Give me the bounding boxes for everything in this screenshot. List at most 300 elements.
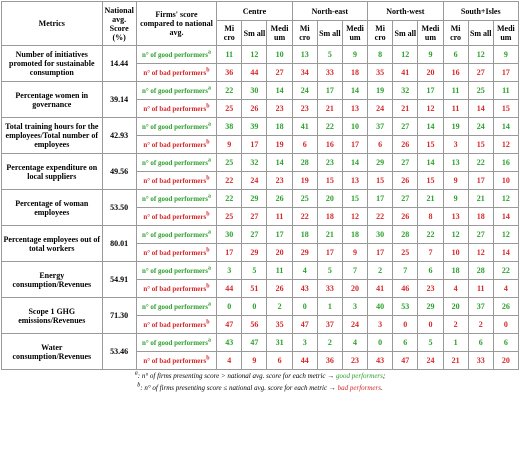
good-label-sup: a: [207, 301, 211, 308]
good-count-cell: 14: [342, 154, 367, 172]
good-count-cell: 30: [368, 226, 393, 244]
good-count-cell: 18: [292, 226, 317, 244]
good-count-cell: 10: [342, 118, 367, 136]
national-avg-value: 54.91: [102, 262, 136, 298]
good-count-cell: 7: [342, 262, 367, 280]
good-count-cell: 37: [468, 298, 493, 316]
bad-count-cell: 33: [317, 280, 342, 298]
good-count-cell: 7: [393, 262, 418, 280]
bad-count-cell: 16: [443, 64, 468, 82]
good-count-cell: 30: [217, 226, 242, 244]
good-count-cell: 14: [267, 82, 292, 100]
bad-count-cell: 25: [217, 100, 242, 118]
good-count-cell: 1: [317, 298, 342, 316]
footnote-a-text: : n° of firms presenting score > national avg. score for each metric: [137, 371, 326, 380]
good-count-cell: 27: [393, 190, 418, 208]
metrics-header: Metrics: [2, 2, 103, 46]
bad-count-cell: 3: [368, 316, 393, 334]
good-count-cell: 2: [317, 334, 342, 352]
bad-count-cell: 18: [342, 64, 367, 82]
good-performers-label: [136, 262, 216, 280]
good-count-cell: 3: [217, 262, 242, 280]
bad-count-cell: 34: [292, 64, 317, 82]
good-count-cell: 15: [342, 190, 367, 208]
good-count-cell: 41: [292, 118, 317, 136]
national-avg-header: National avg. Score (%): [102, 2, 136, 46]
bad-performers-label: [136, 316, 216, 334]
good-count-cell: 17: [317, 82, 342, 100]
region-header-south-isles: South+Isles: [443, 2, 518, 21]
good-performers-label: [136, 154, 216, 172]
bad-label-text: n° of bad performers: [143, 68, 207, 77]
good-performers-label: [136, 46, 216, 64]
bad-count-cell: 47: [292, 316, 317, 334]
bad-count-cell: 17: [242, 136, 267, 154]
performance-table: [1, 1, 519, 394]
size-header-medium: Medi um: [493, 21, 518, 46]
good-count-cell: 31: [267, 334, 292, 352]
bad-count-cell: 23: [267, 100, 292, 118]
good-count-cell: 4: [292, 262, 317, 280]
good-count-cell: 24: [468, 118, 493, 136]
bad-count-cell: 26: [393, 208, 418, 226]
bad-count-cell: 41: [368, 280, 393, 298]
metric-label: Total training hours for the employees/Total number of employees: [2, 118, 103, 154]
good-count-cell: 9: [493, 46, 518, 64]
good-label-sup: a: [207, 85, 211, 92]
good-count-cell: 11: [267, 262, 292, 280]
good-count-cell: 6: [443, 46, 468, 64]
good-performers-label: [136, 334, 216, 352]
good-count-cell: 23: [317, 154, 342, 172]
good-count-cell: 5: [418, 334, 443, 352]
good-count-cell: 5: [317, 262, 342, 280]
bad-performers-label: [136, 280, 216, 298]
good-count-cell: 13: [292, 46, 317, 64]
bad-count-cell: 26: [393, 136, 418, 154]
region-header-north-west: North-west: [368, 2, 443, 21]
bad-count-cell: 33: [317, 64, 342, 82]
region-header-centre: Centre: [217, 2, 292, 21]
bad-count-cell: 35: [267, 316, 292, 334]
size-header-micro: Mi cro: [292, 21, 317, 46]
size-header-medium: Medi um: [267, 21, 292, 46]
good-count-cell: 21: [418, 190, 443, 208]
bad-count-cell: 17: [468, 172, 493, 190]
good-count-cell: 17: [368, 190, 393, 208]
bad-count-cell: 43: [368, 352, 393, 370]
bad-count-cell: 14: [493, 244, 518, 262]
good-count-cell: 5: [242, 262, 267, 280]
bad-label-text: n° of bad performers: [143, 176, 207, 185]
bad-count-cell: 12: [468, 244, 493, 262]
good-count-cell: 11: [493, 82, 518, 100]
footnote-b-text: : n° of firms presenting score ≤ national avg. score for each metric: [140, 383, 328, 392]
bad-count-cell: 11: [267, 208, 292, 226]
good-count-cell: 12: [468, 46, 493, 64]
bad-count-cell: 4: [493, 280, 518, 298]
bad-count-cell: 23: [342, 352, 367, 370]
good-count-cell: 2: [267, 298, 292, 316]
good-count-cell: 26: [267, 190, 292, 208]
national-avg-value: 39.14: [102, 82, 136, 118]
table-row: [2, 82, 519, 100]
bad-performers-label: [136, 64, 216, 82]
footnote-b-sup: b: [137, 382, 141, 389]
table-row: [2, 262, 519, 280]
bad-count-cell: 9: [342, 244, 367, 262]
good-count-cell: 39: [242, 118, 267, 136]
bad-count-cell: 6: [292, 136, 317, 154]
good-count-cell: 38: [217, 118, 242, 136]
metric-label: Percentage of woman employees: [2, 190, 103, 226]
footnote-a-sup: a: [134, 370, 138, 377]
good-count-cell: 14: [342, 82, 367, 100]
bad-count-cell: 20: [493, 352, 518, 370]
bad-count-cell: 46: [393, 280, 418, 298]
good-count-cell: 22: [317, 118, 342, 136]
bad-performers-label: [136, 136, 216, 154]
bad-count-cell: 21: [443, 352, 468, 370]
good-count-cell: 10: [267, 46, 292, 64]
bad-count-cell: 10: [493, 172, 518, 190]
bad-count-cell: 16: [317, 136, 342, 154]
bad-label-sup: b: [206, 319, 210, 326]
good-count-cell: 40: [368, 298, 393, 316]
bad-count-cell: 33: [468, 352, 493, 370]
good-count-cell: 8: [368, 46, 393, 64]
good-count-cell: 12: [443, 226, 468, 244]
good-label-sup: a: [207, 157, 211, 164]
bad-count-cell: 18: [317, 208, 342, 226]
bad-count-cell: 47: [217, 316, 242, 334]
metric-label: Energy consumption/Revenues: [2, 262, 103, 298]
arrow-right-icon: →: [327, 371, 335, 380]
good-count-cell: 6: [493, 334, 518, 352]
metric-label: Water consumption/Revenues: [2, 334, 103, 370]
good-count-cell: 32: [242, 154, 267, 172]
arrow-right-icon: →: [328, 383, 336, 392]
size-header-medium: Medi um: [342, 21, 367, 46]
bad-label-text: n° of bad performers: [143, 284, 207, 293]
bad-label-sup: b: [206, 175, 210, 182]
bad-performers-label: [136, 172, 216, 190]
good-label-sup: a: [207, 121, 211, 128]
bad-count-cell: 15: [317, 172, 342, 190]
bad-count-cell: 26: [393, 172, 418, 190]
bad-label-sup: b: [206, 211, 210, 218]
bad-count-cell: 47: [393, 352, 418, 370]
national-avg-value: 14.44: [102, 46, 136, 82]
good-count-cell: 22: [418, 226, 443, 244]
good-count-cell: 0: [242, 298, 267, 316]
bad-count-cell: 37: [317, 316, 342, 334]
good-label-text: n° of good performers: [141, 338, 208, 347]
footnote-a-end: ;: [382, 371, 386, 380]
bad-count-cell: 0: [418, 316, 443, 334]
good-count-cell: 12: [393, 46, 418, 64]
national-avg-value: 80.01: [102, 226, 136, 262]
bad-count-cell: 35: [368, 64, 393, 82]
bad-count-cell: 15: [418, 136, 443, 154]
bad-count-cell: 19: [267, 136, 292, 154]
good-count-cell: 1: [443, 334, 468, 352]
good-count-cell: 22: [468, 154, 493, 172]
good-performers-label: [136, 118, 216, 136]
good-count-cell: 16: [493, 154, 518, 172]
bad-count-cell: 23: [292, 100, 317, 118]
footnote-a-result: good performers: [336, 371, 383, 380]
good-count-cell: 12: [493, 226, 518, 244]
metric-label: Scope 1 GHG emissions/Revenues: [2, 298, 103, 334]
good-count-cell: 53: [393, 298, 418, 316]
table-row: [2, 226, 519, 244]
national-avg-value: 42.93: [102, 118, 136, 154]
good-count-cell: 6: [393, 334, 418, 352]
table-row: [2, 190, 519, 208]
national-avg-value: 71.30: [102, 298, 136, 334]
size-header-micro: Mi cro: [217, 21, 242, 46]
size-header-small: Sm all: [393, 21, 418, 46]
bad-count-cell: 26: [242, 100, 267, 118]
bad-count-cell: 20: [342, 280, 367, 298]
good-count-cell: 3: [342, 298, 367, 316]
bad-count-cell: 23: [267, 172, 292, 190]
bad-count-cell: 15: [468, 136, 493, 154]
good-count-cell: 4: [342, 334, 367, 352]
good-count-cell: 25: [217, 154, 242, 172]
bad-count-cell: 41: [393, 64, 418, 82]
table-row: [2, 334, 519, 352]
national-avg-value: 53.46: [102, 334, 136, 370]
bad-count-cell: 20: [267, 244, 292, 262]
good-label-sup: a: [207, 49, 211, 56]
bad-count-cell: 11: [443, 100, 468, 118]
good-count-cell: 22: [217, 190, 242, 208]
bad-performers-label: [136, 100, 216, 118]
bad-count-cell: 21: [393, 100, 418, 118]
bad-label-text: n° of bad performers: [143, 212, 207, 221]
national-avg-value: 49.56: [102, 154, 136, 190]
good-count-cell: 14: [418, 154, 443, 172]
table-row: [2, 46, 519, 64]
bad-label-sup: b: [206, 283, 210, 290]
bad-label-sup: b: [206, 67, 210, 74]
good-count-cell: 17: [267, 226, 292, 244]
firms-score-header: Firms' score compared to national avg.: [136, 2, 216, 46]
bad-label-text: n° of bad performers: [143, 104, 207, 113]
bad-count-cell: 4: [217, 352, 242, 370]
good-count-cell: 20: [443, 298, 468, 316]
bad-count-cell: 25: [393, 244, 418, 262]
good-count-cell: 43: [217, 334, 242, 352]
good-label-text: n° of good performers: [141, 86, 208, 95]
bad-count-cell: 19: [292, 172, 317, 190]
good-count-cell: 22: [493, 262, 518, 280]
good-count-cell: 29: [368, 154, 393, 172]
good-count-cell: 37: [368, 118, 393, 136]
good-count-cell: 9: [443, 190, 468, 208]
bad-count-cell: 13: [342, 172, 367, 190]
metric-label: Number of initiatives promoted for sustainable consumption: [2, 46, 103, 82]
metric-label: Percentage employees out of total workers: [2, 226, 103, 262]
bad-count-cell: 23: [418, 280, 443, 298]
good-count-cell: 24: [292, 82, 317, 100]
bad-count-cell: 6: [267, 352, 292, 370]
bad-count-cell: 18: [468, 208, 493, 226]
good-count-cell: 26: [493, 298, 518, 316]
good-count-cell: 18: [443, 262, 468, 280]
bad-performers-label: [136, 352, 216, 370]
bad-count-cell: 10: [443, 244, 468, 262]
bad-label-sup: b: [206, 355, 210, 362]
bad-count-cell: 12: [493, 136, 518, 154]
bad-label-text: n° of bad performers: [143, 140, 207, 149]
metric-label: Percentage expenditure on local suppliers: [2, 154, 103, 190]
bad-count-cell: 27: [267, 64, 292, 82]
bad-count-cell: 51: [242, 280, 267, 298]
good-count-cell: 28: [292, 154, 317, 172]
bad-label-text: n° of bad performers: [143, 320, 207, 329]
footnote-b: [2, 382, 519, 394]
national-avg-value: 53.50: [102, 190, 136, 226]
bad-count-cell: 8: [418, 208, 443, 226]
good-count-cell: 5: [317, 46, 342, 64]
bad-count-cell: 13: [342, 100, 367, 118]
size-header-small: Sm all: [317, 21, 342, 46]
bad-count-cell: 24: [242, 172, 267, 190]
good-count-cell: 25: [292, 190, 317, 208]
size-header-micro: Mi cro: [443, 21, 468, 46]
good-performers-label: [136, 82, 216, 100]
size-header-small: Sm all: [468, 21, 493, 46]
bad-count-cell: 44: [242, 64, 267, 82]
bad-count-cell: 22: [292, 208, 317, 226]
bad-count-cell: 24: [418, 352, 443, 370]
bad-count-cell: 13: [443, 208, 468, 226]
bad-label-sup: b: [206, 103, 210, 110]
bad-count-cell: 22: [217, 172, 242, 190]
bad-count-cell: 9: [217, 136, 242, 154]
bad-count-cell: 12: [418, 100, 443, 118]
bad-count-cell: 9: [242, 352, 267, 370]
good-performers-label: [136, 298, 216, 316]
good-count-cell: 14: [267, 154, 292, 172]
bad-count-cell: 17: [317, 244, 342, 262]
good-count-cell: 19: [368, 82, 393, 100]
bad-count-cell: 12: [342, 208, 367, 226]
table-row: [2, 154, 519, 172]
bad-count-cell: 20: [418, 64, 443, 82]
footnote-b-result: bad performers: [337, 383, 381, 392]
good-count-cell: 0: [292, 298, 317, 316]
bad-count-cell: 2: [468, 316, 493, 334]
bad-label-text: n° of bad performers: [143, 356, 207, 365]
good-count-cell: 17: [418, 82, 443, 100]
bad-count-cell: 3: [443, 136, 468, 154]
bad-count-cell: 44: [217, 280, 242, 298]
good-count-cell: 9: [418, 46, 443, 64]
table-row: [2, 118, 519, 136]
bad-count-cell: 22: [368, 208, 393, 226]
good-count-cell: 13: [443, 154, 468, 172]
good-count-cell: 6: [468, 334, 493, 352]
good-label-text: n° of good performers: [141, 158, 208, 167]
bad-count-cell: 21: [317, 100, 342, 118]
good-label-sup: a: [207, 193, 211, 200]
bad-count-cell: 11: [468, 280, 493, 298]
good-performers-label: [136, 226, 216, 244]
bad-count-cell: 27: [468, 64, 493, 82]
size-header-micro: Mi cro: [368, 21, 393, 46]
size-header-small: Sm all: [242, 21, 267, 46]
good-count-cell: 27: [242, 226, 267, 244]
size-header-medium: Medi um: [418, 21, 443, 46]
bad-count-cell: 26: [267, 280, 292, 298]
good-count-cell: 32: [393, 82, 418, 100]
good-count-cell: 29: [418, 298, 443, 316]
good-count-cell: 11: [217, 46, 242, 64]
good-count-cell: 22: [217, 82, 242, 100]
good-count-cell: 12: [242, 46, 267, 64]
bad-count-cell: 24: [368, 100, 393, 118]
good-count-cell: 20: [317, 190, 342, 208]
region-header-north-east: North-east: [292, 2, 367, 21]
good-count-cell: 27: [468, 226, 493, 244]
good-count-cell: 28: [468, 262, 493, 280]
bad-count-cell: 15: [418, 172, 443, 190]
good-count-cell: 11: [443, 82, 468, 100]
good-label-text: n° of good performers: [141, 266, 208, 275]
good-count-cell: 14: [493, 118, 518, 136]
footnote-a: [2, 370, 519, 383]
good-count-cell: 9: [342, 46, 367, 64]
bad-count-cell: 15: [493, 100, 518, 118]
good-count-cell: 6: [418, 262, 443, 280]
footnote-b-end: .: [381, 383, 383, 392]
good-count-cell: 12: [493, 190, 518, 208]
table-body: [2, 46, 519, 370]
bad-count-cell: 17: [217, 244, 242, 262]
bad-count-cell: 36: [317, 352, 342, 370]
bad-performers-label: [136, 208, 216, 226]
good-count-cell: 0: [368, 334, 393, 352]
bad-label-sup: b: [206, 247, 210, 254]
good-count-cell: 27: [393, 154, 418, 172]
bad-count-cell: 15: [368, 172, 393, 190]
good-count-cell: 18: [342, 226, 367, 244]
good-label-sup: a: [207, 265, 211, 272]
good-count-cell: 21: [317, 226, 342, 244]
bad-count-cell: 25: [217, 208, 242, 226]
good-label-text: n° of good performers: [141, 50, 208, 59]
metric-label: Percentage women in governance: [2, 82, 103, 118]
good-label-sup: a: [207, 229, 211, 236]
bad-count-cell: 44: [292, 352, 317, 370]
good-label-text: n° of good performers: [141, 122, 208, 131]
bad-count-cell: 24: [342, 316, 367, 334]
good-count-cell: 14: [418, 118, 443, 136]
good-performers-label: [136, 190, 216, 208]
good-count-cell: 47: [242, 334, 267, 352]
bad-count-cell: 14: [468, 100, 493, 118]
bad-count-cell: 56: [242, 316, 267, 334]
good-count-cell: 25: [468, 82, 493, 100]
good-count-cell: 30: [242, 82, 267, 100]
bad-count-cell: 17: [493, 64, 518, 82]
bad-count-cell: 9: [443, 172, 468, 190]
bad-count-cell: 4: [443, 280, 468, 298]
